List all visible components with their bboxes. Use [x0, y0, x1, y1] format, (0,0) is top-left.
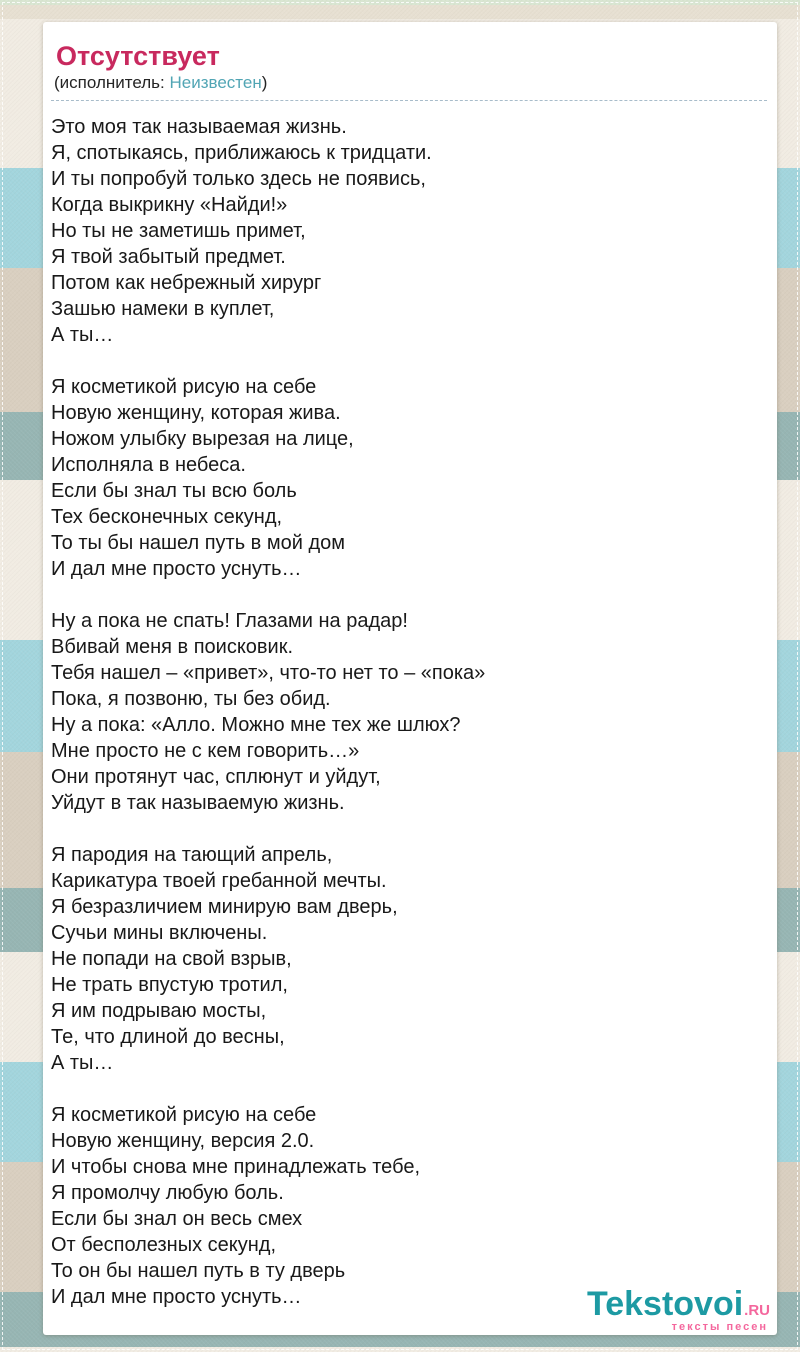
page-title: Отсутствует	[56, 41, 220, 71]
site-logo-link[interactable]	[587, 1287, 770, 1333]
lyrics-line: Уйдут в так называемую жизнь.	[51, 792, 345, 814]
site-logo-wordmark: Tekstovoi	[586, 1285, 744, 1323]
lyrics-line: Зашью намеки в куплет,	[51, 298, 275, 320]
lyrics-stanza	[51, 114, 767, 348]
lyrics-line: А ты…	[51, 324, 114, 346]
lyrics-text	[51, 114, 767, 1310]
lyrics-line: То он бы нашел путь в ту дверь	[51, 1260, 346, 1282]
lyrics-stanza	[51, 1102, 767, 1310]
lyrics-line: Я им подрываю мосты,	[51, 1000, 267, 1022]
content-card	[43, 22, 777, 1335]
lyrics-line: Я промолчу любую боль.	[51, 1182, 284, 1204]
song-header	[51, 40, 767, 101]
lyrics-line: То ты бы нашел путь в мой дом	[51, 532, 346, 554]
lyrics-line: Если бы знал он весь смех	[51, 1208, 303, 1230]
lyrics-line: Карикатура твоей гребанной мечты.	[51, 870, 387, 892]
lyrics-line: Вбивай меня в поисковик.	[51, 636, 294, 658]
lyrics-line: Новую женщину, которая жива.	[51, 402, 341, 424]
lyrics-line: Ножом улыбку вырезая на лице,	[51, 428, 354, 450]
lyrics-line: Ну а пока не спать! Глазами на радар!	[51, 610, 408, 632]
lyrics-line: Я косметикой рисую на себе	[51, 1104, 317, 1126]
lyrics-line: От бесполезных секунд,	[51, 1234, 277, 1256]
lyrics-line: Тебя нашел – «привет», что-то нет то – «пока»	[51, 662, 486, 684]
lyrics-line: И ты попробуй только здесь не появись,	[51, 168, 426, 190]
lyrics-stanza	[51, 842, 767, 1076]
lyrics-line: Они протянут час, сплюнут и уйдут,	[51, 766, 381, 788]
lyrics-line: Но ты не заметишь примет,	[51, 220, 306, 242]
lyrics-line: Когда выкрикну «Найди!»	[51, 194, 288, 216]
artist-label-closing: )	[261, 73, 268, 92]
lyrics-line: Мне просто не с кем говорить…»	[51, 740, 360, 762]
lyrics-line: Потом как небрежный хирург	[51, 272, 322, 294]
lyrics-line: Не трать впустую тротил,	[51, 974, 288, 996]
lyrics-line: Если бы знал ты всю боль	[51, 480, 297, 502]
lyrics-line: Я, спотыкаясь, приближаюсь к тридцати.	[51, 142, 432, 164]
lyrics-line: Сучьи мины включены.	[51, 922, 268, 944]
lyrics-line: Я пародия на тающий апрель,	[51, 844, 333, 866]
site-logo-tagline: тексты песен	[671, 1321, 768, 1333]
lyrics-stanza	[51, 608, 767, 816]
artist-link[interactable]: Неизвестен	[169, 73, 262, 92]
artist-label: (исполнитель:	[54, 73, 170, 92]
lyrics-stanza	[51, 374, 767, 582]
lyrics-line: Я твой забытый предмет.	[51, 246, 286, 268]
lyrics-line: И чтобы снова мне принадлежать тебе,	[51, 1156, 420, 1178]
lyrics-line: И дал мне просто уснуть…	[51, 1286, 302, 1308]
lyrics-line: Те, что длиной до весны,	[51, 1026, 285, 1048]
lyrics-line: Тех бесконечных секунд,	[51, 506, 283, 528]
site-logo-tld: .RU	[744, 1302, 770, 1319]
lyrics-line: Ну а пока: «Алло. Можно мне тех же шлюх?	[51, 714, 461, 736]
lyrics-line: Я безразличием минирую вам дверь,	[51, 896, 398, 918]
lyrics-line: Я косметикой рисую на себе	[51, 376, 317, 398]
artist-line	[54, 72, 767, 94]
lyrics-line: И дал мне просто уснуть…	[51, 558, 302, 580]
lyrics-line: А ты…	[51, 1052, 114, 1074]
lyrics-line: Новую женщину, версия 2.0.	[51, 1130, 315, 1152]
lyrics-line: Не попади на свой взрыв,	[51, 948, 292, 970]
lyrics-line: Пока, я позвоню, ты без обид.	[51, 688, 331, 710]
lyrics-line: Исполняла в небеса.	[51, 454, 246, 476]
lyrics-line: Это моя так называемая жизнь.	[51, 116, 347, 138]
